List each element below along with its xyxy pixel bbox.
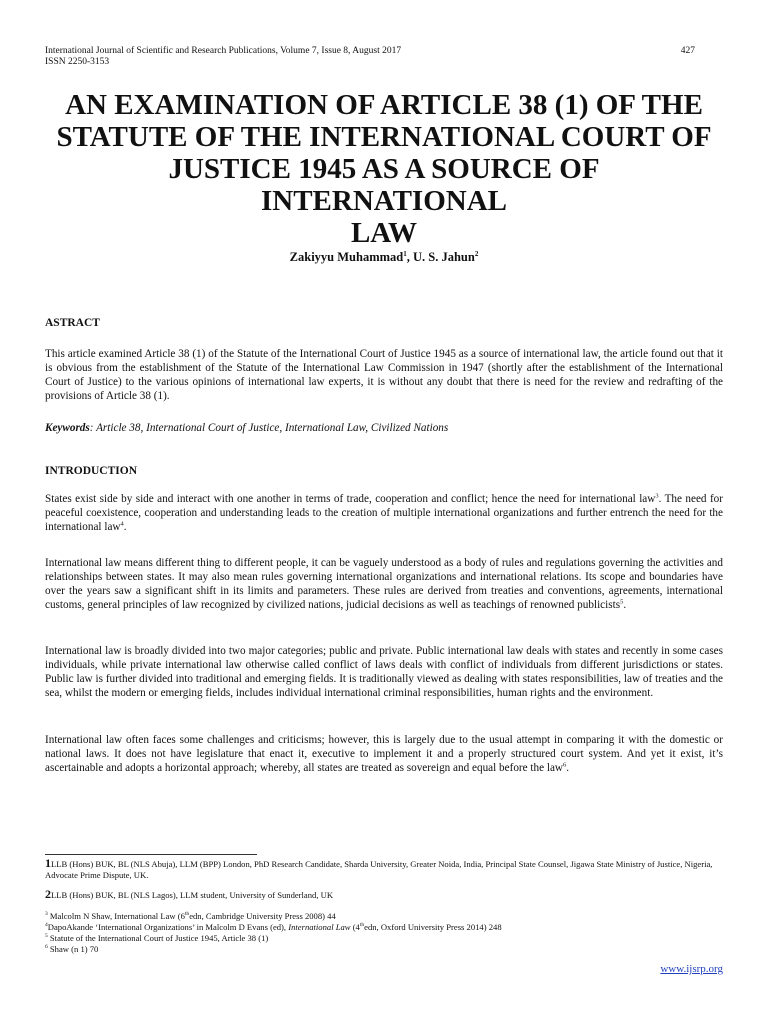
footnote-4-text-c: edn, Oxford University Press 2014) 248 xyxy=(364,921,502,932)
footnote-2-mark: 2 xyxy=(45,887,51,901)
intro-p1-text-b: . The need for peaceful coexistence, cooperation and understanding leads to the creation of multiple international organizations and further entrench the need for the international law xyxy=(45,493,723,533)
footnote-5-text: Statute of the International Court of Justice 1945, Article 38 (1) xyxy=(47,932,269,943)
abstract-text: This article examined Article 38 (1) of the Statute of the International Court of Justice 1945 as a source of international law, the article found out that it is obvious from the establishment of the Statute of the International Law Commission in 1947 (shortly after the establishment of the International Court of Justice) to the various opinions of international law experts, it is without any doubt that there is need for the review and redrafting of the provisions of Article 38 (1). xyxy=(45,348,723,402)
intro-p1-text-a: States exist side by side and interact with one another in terms of trade, cooperation and conflict; hence the need for international law xyxy=(45,493,656,505)
footnote-ref-3: 3 xyxy=(655,492,659,500)
issn: ISSN 2250-3153 xyxy=(45,57,110,67)
title-line-4: LAW xyxy=(350,217,418,249)
footnote-1-text: LLB (Hons) BUK, BL (NLS Abuja), LLM (BPP) London, PhD Research Candidate, Sharda University, Greater Noida, India, Principal State Counsel, Jigawa State Ministry of Justice, Nigeria, Advocate Prime Dispute, UK. xyxy=(45,859,713,880)
intro-paragraph-1 xyxy=(45,492,723,534)
intro-p1-text-c: . xyxy=(123,521,127,533)
footnote-2-text: LLB (Hons) BUK, BL (NLS Lagos), LLM student, University of Sunderland, UK xyxy=(51,890,334,900)
intro-paragraph-4 xyxy=(45,733,723,775)
title-line-2: STATUTE OF THE INTERNATIONAL COURT OF xyxy=(56,121,712,153)
authors xyxy=(45,250,723,265)
footnote-3-text-b: edn, Cambridge University Press 2008) 44 xyxy=(189,910,336,921)
footnote-6-text: Shaw (n 1) 70 xyxy=(47,943,99,954)
intro-p2-text-b: . xyxy=(623,599,627,611)
intro-paragraph-3: International law is broadly divided into two major categories; public and private. Public international law deals with states and recently in some cases individuals, while private international law otherwise called conflict of laws deals with conflict of individuals from different jurisdictions or states. Public law is further divided into traditional and emerging fields. It is traditionally viewed as dealing with states responsibilities, law of treaties and the sea, whilst the modern or emerging fields, includes individual international criminal responsibilities, human rights and the environment. xyxy=(45,645,723,699)
keywords xyxy=(45,421,723,435)
footnote-2 xyxy=(45,889,725,901)
abstract-heading: ASTRACT xyxy=(45,317,100,329)
footnote-6-mark: 6 xyxy=(45,944,48,950)
footnote-3-mark: 3 xyxy=(45,911,48,917)
footnote-5-mark: 5 xyxy=(45,933,48,939)
footnote-1-mark: 1 xyxy=(45,856,51,870)
journal-header xyxy=(45,46,695,68)
introduction-heading: INTRODUCTION xyxy=(45,465,138,477)
journal-line: International Journal of Scientific and Research Publications, Volume 7, Issue 8, August 2017 xyxy=(45,46,402,56)
author-1-mark: 1 xyxy=(403,250,407,258)
footnote-6 xyxy=(45,942,725,955)
title-line-1: AN EXAMINATION OF ARTICLE 38 (1) OF THE xyxy=(65,89,703,121)
title-line-3: JUSTICE 1945 AS A SOURCE OF INTERNATIONAL xyxy=(168,153,600,217)
intro-paragraph-2 xyxy=(45,556,723,612)
page-number: 427 xyxy=(680,46,695,56)
footnote-ref-5: 5 xyxy=(620,598,624,606)
footnote-4-italic: International Law xyxy=(288,921,351,932)
footnote-4-text-b: (4 xyxy=(350,921,360,932)
keywords-text: : Article 38, International Court of Justice, International Law, Civilized Nations xyxy=(89,422,449,434)
footnote-divider xyxy=(45,854,257,855)
intro-p4-text-b: . xyxy=(566,762,570,774)
footnote-4-mark: 4 xyxy=(45,922,48,928)
keywords-label: Keywords xyxy=(45,422,90,434)
footnote-3-text-a: Malcolm N Shaw, International Law (6 xyxy=(47,910,185,921)
author-1: Zakiyyu Muhammad xyxy=(289,250,404,265)
author-separator: , xyxy=(406,250,413,265)
footnote-ref-6: 6 xyxy=(563,761,567,769)
paper-title xyxy=(45,89,723,249)
author-2: U. S. Jahun xyxy=(412,250,475,265)
footnote-4-text-a: DapoAkande ‘International Organizations’ in Malcolm D Evans (ed), xyxy=(47,921,289,932)
footnote-ref-4: 4 xyxy=(120,520,124,528)
author-2-mark: 2 xyxy=(474,250,479,258)
footnote-1 xyxy=(45,858,725,881)
intro-p4-text-a: International law often faces some challenges and criticisms; however, this is largely due to the usual attempt in comparing it with the domestic or national laws. It does not have legislature that enact it, executive to implement it and a properly structured court system. And yet it exist, it’s ascertainable and adopts a horizontal approach; whereby, all states are treated as sovereign and equal before the law xyxy=(45,734,723,774)
footnote-3-sup: th xyxy=(184,911,190,917)
footnote-4-sup: th xyxy=(359,922,365,928)
intro-p2-text-a: International law means different thing to different people, it can be vaguely understood as a body of rules and regulations governing the activities and relationships between states. It may also mean rules governing international organizations and international relations. Its scope and boundaries have over the years saw a significant shift in its limits and parameters. These rules are derived from treaties and conventions, agreements, international customs, general principles of law recognized by civilized nations, judicial decisions as well as teachings of renowned publicists xyxy=(45,557,723,611)
journal-website-link[interactable]: www.ijsrp.org xyxy=(660,963,723,975)
